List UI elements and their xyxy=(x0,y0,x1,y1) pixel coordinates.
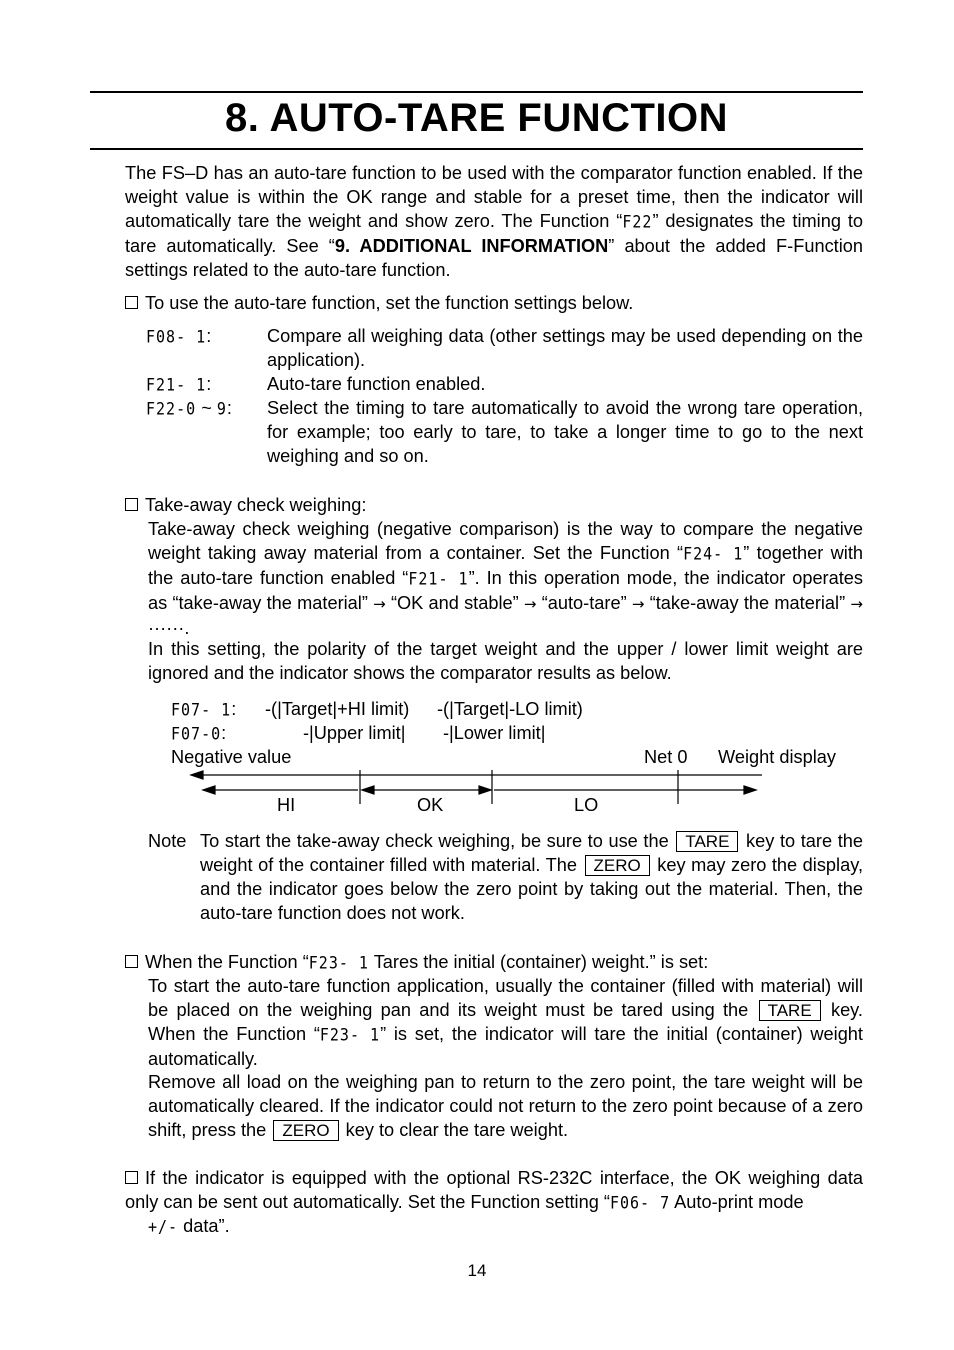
setting-description: Select the timing to tare automatically to avoid the wrong tare operation, for example; too early to tare, to take a longer time to go to the next weighing and so on. xyxy=(267,398,863,466)
right-arrow-icon: → xyxy=(850,595,863,613)
takeaway-heading xyxy=(125,493,366,517)
rs232-last-line xyxy=(148,1214,230,1239)
usage-heading-text: To use the auto-tare function, set the function settings below. xyxy=(145,293,634,313)
diagram-upper-limit: -|Upper limit| xyxy=(303,723,406,743)
ok-range-right-arrowhead xyxy=(479,786,491,794)
f23-text: Remove all load on the weighing pan to return to the zero point, the tare weight will be automatically cleared. If the indicator could not return to the zero point because of a zero shift, press the xyxy=(148,1072,863,1140)
right-arrow-icon: → xyxy=(631,595,645,613)
setting-code xyxy=(146,396,232,421)
tare-key-label: TARE xyxy=(676,831,738,852)
intro-bold-reference: 9. ADDITIONAL INFORMATION xyxy=(334,236,609,256)
setting-description: Auto-tare function enabled. xyxy=(267,374,486,394)
diagram-ok-label: OK xyxy=(417,795,444,815)
zero-key-label: ZERO xyxy=(585,855,650,876)
checkbox-bullet-icon xyxy=(125,296,138,309)
diagram-code-lcd: F07-0 xyxy=(171,723,222,745)
diagram-lower-limit: -|Lower limit| xyxy=(443,723,546,743)
function-code: F22 xyxy=(622,211,653,233)
diagram-net0-label: Net 0 xyxy=(644,747,688,767)
diagram-hi-label: HI xyxy=(277,795,296,815)
diagram-row-code xyxy=(171,721,226,746)
function-code: +/- xyxy=(148,1216,179,1238)
note-label: Note xyxy=(148,831,187,851)
setting-code-lcd: F22-0 xyxy=(146,398,197,420)
axis-left-arrowhead xyxy=(191,771,203,779)
takeaway-text: “OK and stable” xyxy=(390,593,519,613)
setting-code xyxy=(146,324,211,349)
f23-text: To start the auto-tare function application, usually the container (filled with material) will be placed on the weighing pan and its weight must be tared using the xyxy=(148,976,863,1020)
function-code: F23- 1 xyxy=(308,952,369,974)
takeaway-text: ” together with the auto-tare function enabled “ xyxy=(148,543,863,588)
takeaway-text: ······. xyxy=(148,618,190,638)
checkbox-bullet-icon xyxy=(125,1171,138,1184)
diagram-lo-label: LO xyxy=(574,795,599,815)
takeaway-text: “auto-tare” xyxy=(541,593,627,613)
setting-code xyxy=(146,372,211,397)
function-code: F24- 1 xyxy=(683,543,744,565)
intro-text: ” about the added F-Function settings related to the auto-tare function. xyxy=(125,236,863,280)
setting-description: Compare all weighing data (other settings may be used depending on the application). xyxy=(267,326,863,370)
setting-colon: : xyxy=(226,398,232,418)
function-code: F23- 1 xyxy=(319,1024,381,1046)
ok-range-left-arrowhead xyxy=(362,786,374,794)
intro-text: D has an auto-tare function to be used with the comparator function enabled. If the weight value is within the OK range and stable for a preset time, then the indicator will automatically tare the weight and show zero. The Function “ xyxy=(125,163,863,231)
usage-heading xyxy=(125,291,633,315)
page-title: 8. AUTO-TARE FUNCTION xyxy=(224,96,729,140)
note-text: key may zero the display, and the indicator goes below the zero point by taking out the material. Then, the auto-tare function does not work. xyxy=(200,855,864,923)
rs232-text: If the indicator is equipped with the optional RS-232C interface, the OK weighing data only can be sent out automatically. Set the Function setting “ xyxy=(125,1168,863,1212)
diagram-weight-label: Weight display xyxy=(718,747,836,767)
f23-paragraph xyxy=(148,974,863,1071)
zero-key-label: ZERO xyxy=(273,1120,338,1141)
setting-code-lcd: F21- 1 xyxy=(146,374,207,396)
diagram-code-lcd: F07- 1 xyxy=(171,699,232,721)
diagram-colon: : xyxy=(231,699,237,719)
page-number: 14 xyxy=(467,1261,487,1280)
setting-colon: : xyxy=(206,326,212,346)
f23-text: ” is set, the indicator will tare the initial (container) weight automatically. xyxy=(148,1024,863,1069)
f23-heading-text: Tares the initial (container) weight.” is set: xyxy=(368,952,709,972)
diagram-lo-limit: -(|Target|-LO limit) xyxy=(437,699,583,719)
setting-code-lcd: 9 xyxy=(216,398,227,420)
right-arrow-icon: → xyxy=(523,595,537,613)
function-code: F21- 1 xyxy=(408,568,469,590)
right-arrow-icon: → xyxy=(373,595,386,613)
tare-key-label: TARE xyxy=(759,1000,821,1021)
intro-text: The FS xyxy=(125,163,185,183)
takeaway-heading-text: Take-away check weighing: xyxy=(145,495,367,515)
intro-text: ” designates the timing to tare automatically. See “ xyxy=(125,211,863,256)
rs232-text: data”. xyxy=(178,1216,230,1236)
f23-text: key. When the Function “ xyxy=(148,1000,863,1044)
note-text: key to tare the weight of the container filled with material. The xyxy=(200,831,863,875)
setting-range-tilde: ~ xyxy=(196,398,217,418)
f23-paragraph-2 xyxy=(148,1070,863,1142)
f23-heading xyxy=(125,950,708,975)
diagram-row-code xyxy=(171,697,236,722)
title-rule-top xyxy=(90,91,863,93)
takeaway-text: Take-away check weighing (negative comparison) is the way to compare the negative weight taking away material from a container. Set the Function “ xyxy=(148,519,863,563)
setting-code-lcd: F08- 1 xyxy=(146,326,207,348)
intro-paragraph xyxy=(125,161,863,282)
setting-colon: : xyxy=(206,374,212,394)
diagram-colon: : xyxy=(221,723,227,743)
takeaway-paragraph xyxy=(148,517,863,640)
takeaway-paragraph-2: In this setting, the polarity of the target weight and the upper / lower limit weight are ignored and the indicator shows the comparator results as below. xyxy=(148,639,863,683)
takeaway-text: “take-away the material” xyxy=(649,593,846,613)
takeaway-text: ”. In this operation mode, the indicator operates as “take-away the material” xyxy=(148,568,863,613)
intro-dash: – xyxy=(184,163,196,183)
f23-text: key to clear the tare weight. xyxy=(345,1120,569,1140)
checkbox-bullet-icon xyxy=(125,955,138,968)
note-text: To start the take-away check weighing, be sure to use the xyxy=(200,831,669,851)
diagram-hi-limit: -(|Target|+HI limit) xyxy=(265,699,410,719)
rs232-paragraph xyxy=(125,1166,863,1215)
f23-heading-text: When the Function “ xyxy=(145,952,309,972)
diagram-negative-label: Negative value xyxy=(171,747,292,767)
function-code: F06- 7 xyxy=(609,1192,671,1214)
note-paragraph xyxy=(200,829,863,925)
title-rule-bottom xyxy=(90,148,863,150)
lo-range-arrowhead xyxy=(744,786,756,794)
hi-range-arrowhead xyxy=(203,786,215,794)
rs232-text: Auto-print mode xyxy=(670,1192,804,1212)
checkbox-bullet-icon xyxy=(125,498,138,511)
